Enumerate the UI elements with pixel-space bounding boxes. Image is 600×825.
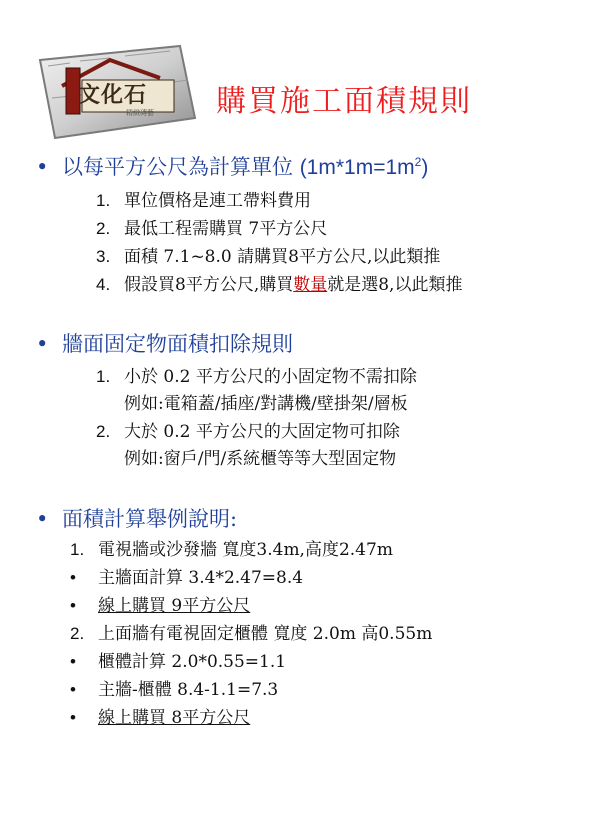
section1-heading	[36, 151, 428, 181]
example-line	[70, 703, 250, 728]
example-line	[70, 619, 432, 644]
section1-heading-formula: (1m*1m=1m	[299, 156, 415, 179]
line-text: 電視牆或沙發牆 寬度3.4m,高度2.47m	[98, 540, 393, 560]
line-marker: 1.	[70, 540, 85, 559]
quantity-highlight: 數量	[293, 275, 328, 295]
list-item	[96, 186, 311, 211]
item-text: 最低工程需購買 7平方公尺	[124, 219, 328, 239]
list-item	[96, 214, 327, 239]
line-text: 主牆-櫃體 8.4-1.1=7.3	[98, 680, 279, 700]
list-item	[96, 242, 440, 267]
item-example: 例如:電箱蓋/插座/對講機/壁掛架/層板	[124, 394, 408, 414]
item-number: 2.	[96, 219, 111, 238]
example-line	[70, 647, 286, 672]
bullet-icon: •	[36, 332, 49, 356]
example-line	[70, 675, 278, 700]
item-text-before: 假設買8平方公尺,購買	[124, 275, 294, 295]
item-number: 4.	[96, 275, 111, 294]
section1-heading-text: 以每平方公尺為計算單位	[62, 155, 300, 179]
item-text: 大於 0.2 平方公尺的大固定物可扣除	[124, 422, 400, 442]
section1-heading-sup: 2	[414, 155, 422, 169]
example-line	[70, 563, 303, 588]
item-number: 2.	[96, 422, 111, 441]
item-text: 小於 0.2 平方公尺的小固定物不需扣除	[124, 367, 417, 387]
line-text: 上面牆有電視固定櫃體 寬度 2.0m 高0.55m	[98, 624, 433, 644]
line-text-underlined: 線上購買 9平方公尺	[98, 596, 251, 616]
example-line	[70, 591, 250, 616]
bullet-icon: •	[36, 507, 49, 531]
item-number: 1.	[96, 367, 111, 386]
item-text: 單位價格是連工帶料費用	[124, 191, 311, 211]
section3-heading-text: 面積計算舉例說明:	[62, 507, 238, 531]
example-line	[70, 535, 393, 560]
item-text: 面積 7.1~8.0 請購買8平方公尺,以此類推	[124, 247, 441, 267]
brand-logo	[30, 38, 200, 148]
list-item	[96, 417, 400, 442]
line-text-underlined: 線上購買 8平方公尺	[98, 708, 251, 728]
line-marker: •	[70, 596, 76, 615]
line-marker: •	[70, 708, 76, 727]
list-item	[96, 270, 462, 295]
line-marker: •	[70, 568, 76, 587]
line-marker: •	[70, 680, 76, 699]
logo-brand-text: 文化石	[78, 82, 148, 108]
line-text: 櫃體計算 2.0*0.55=1.1	[98, 652, 287, 672]
bullet-icon: •	[36, 155, 49, 179]
line-marker: •	[70, 652, 76, 671]
item-text-after: 就是選8,以此類推	[327, 275, 463, 295]
line-marker: 2.	[70, 624, 85, 643]
section1-heading-close: )	[421, 156, 429, 179]
item-number: 3.	[96, 247, 111, 266]
section2-heading	[36, 328, 293, 358]
section3-heading	[36, 503, 237, 533]
page-title: 購買施工面積規則	[216, 84, 472, 119]
section2-heading-text: 牆面固定物面積扣除規則	[62, 332, 293, 356]
item-example: 例如:窗戶/門/系統櫃等等大型固定物	[124, 449, 397, 469]
logo-sub-text: 精緻磚藝	[126, 109, 154, 117]
line-text: 主牆面計算 3.4*2.47=8.4	[98, 568, 304, 588]
item-number: 1.	[96, 191, 111, 210]
list-item	[96, 362, 417, 387]
